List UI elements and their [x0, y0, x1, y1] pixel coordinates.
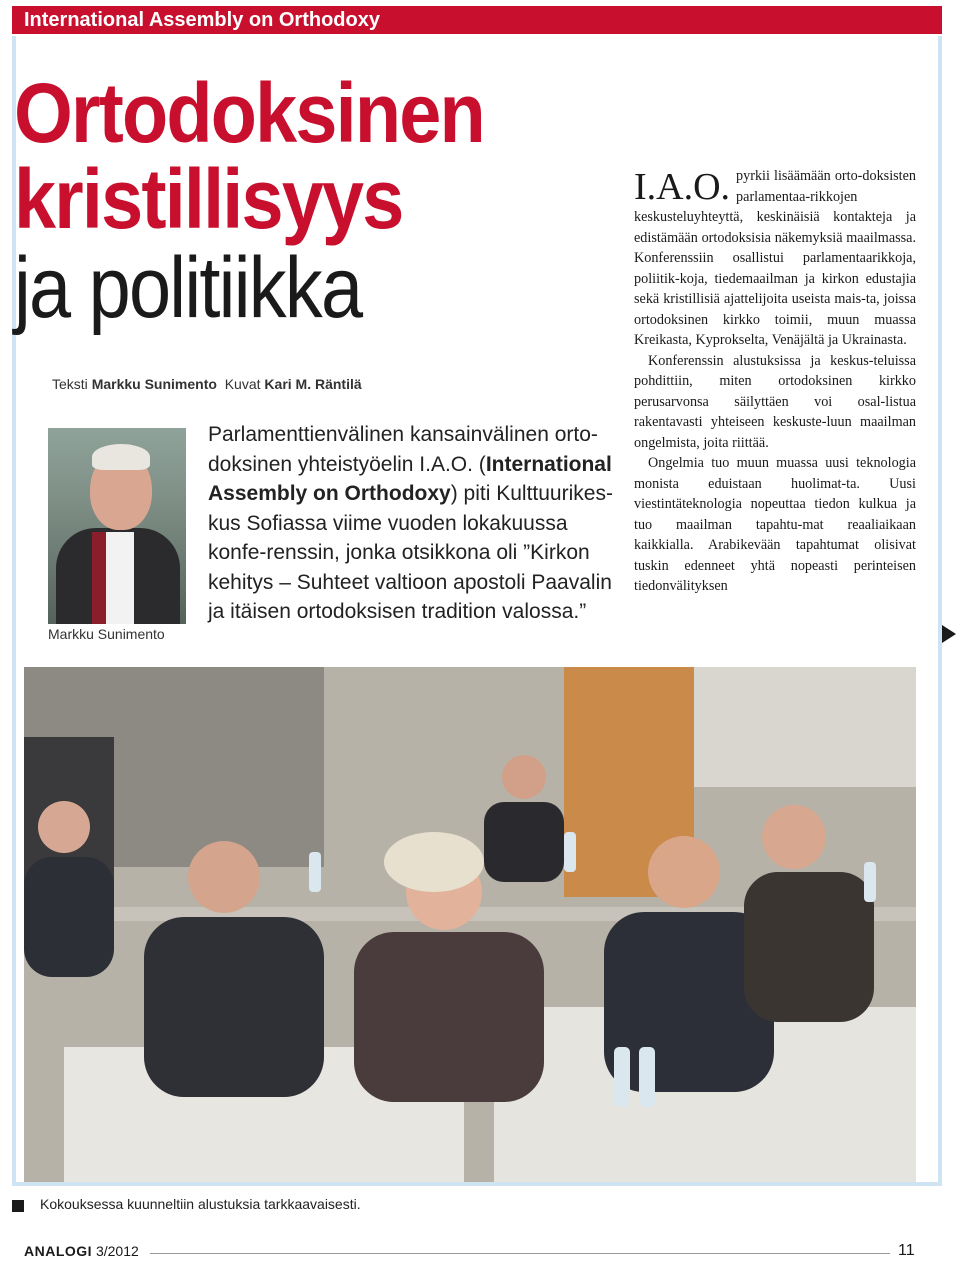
caption-bullet	[12, 1200, 24, 1212]
lead-part-2: ) piti Kulttuurikes-kus Sofiassa viime vuoden lokakuussa konfe-renssin, jonka otsikkona oli ”Kirkon kehitys – Suhteet valtioon apostoli Paavalin ja itäisen ortodoksisen tradition valossa.”	[208, 482, 613, 623]
portrait-caption: Markku Sunimento	[48, 626, 165, 642]
body-column	[634, 166, 916, 597]
page-number: 11	[898, 1242, 915, 1259]
dropcap: I.A.O.	[634, 166, 731, 208]
body-paragraph-1: I.A.O. pyrkii lisäämään orto-doksisten parlamentaa-rikkojen keskusteluyhteyttä, keskinäisiä kontakteja ja edistämään ortodoksisia näkemyksiä maailmassa. Konferenssiin osallistui parlamentaarikkoja, poliitik-koja, tiedemaailman ja kirkon edustajia sekä kristillisiä ajattelijoita useista mais-ta, joissa ortodoksinen kirkko toimii, muun muassa Kreikasta, Kyprokselta, Venäjältä ja Ukrainasta.	[634, 166, 916, 348]
body-paragraph-2: Konferenssin alustuksissa ja keskus-teluissa pohdittiin, miten ortodoksinen kirkko perusarvonsa säilyttäen voi osal-listua rakentavasti yhteiseen keskuste-luun maailman ongelmista, joita riittää.	[634, 352, 916, 451]
byline-photos-label: Kuvat	[224, 376, 261, 392]
author-portrait	[48, 428, 186, 624]
lead-bold-name: International Assembly on Orthodoxy	[208, 452, 612, 505]
lead-part-1: Parlamenttienvälinen kansainvälinen orto-doksinen yhteistyöelin I.A.O. (	[208, 423, 598, 476]
footer-magazine	[24, 1243, 139, 1259]
title-line-3: ja politiikka	[14, 240, 362, 336]
byline-photographer: Kari M. Räntilä	[264, 376, 362, 392]
byline-author: Markku Sunimento	[91, 376, 217, 392]
conference-photo	[24, 667, 916, 1182]
byline-text-label: Teksti	[52, 376, 88, 392]
lead-paragraph	[208, 420, 613, 627]
section-header: International Assembly on Orthodoxy	[12, 6, 942, 34]
byline	[52, 376, 362, 392]
continue-arrow-icon	[942, 625, 956, 643]
title-line-1: Ortodoksinen	[14, 66, 484, 160]
magazine-brand: ANALOGI	[24, 1243, 93, 1259]
body-paragraph-3: Ongelmia tuo muun muassa uusi teknologia monista eduistaan huolimat-ta. Uusi viestintäteknologia nopeuttaa tiedon kulkua ja tuo maailman tapahtu-mat reaaliaikaan kaikkialla. Arabikevään tapahtumat olisivat tuskin edenneet yhtä nopeasti perinteisen tiedonvälityksen	[634, 455, 916, 594]
title-line-2: kristillisyys	[14, 152, 403, 246]
magazine-issue: 3/2012	[95, 1243, 139, 1259]
photo-caption: Kokouksessa kuunneltiin alustuksia tarkkaavaisesti.	[40, 1196, 361, 1212]
article-title	[14, 66, 614, 336]
footer-rule	[150, 1253, 890, 1254]
